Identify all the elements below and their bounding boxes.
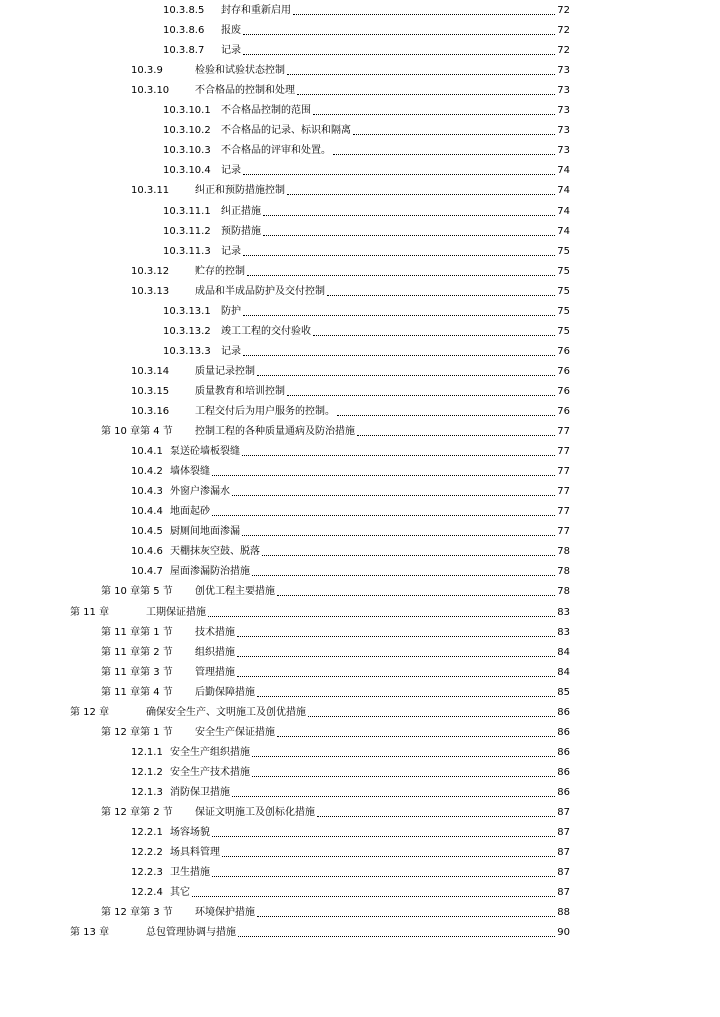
toc-entry-number: 10.3.11.3 [163, 245, 211, 257]
toc-entry-number: 第 12 章第 1 节 [101, 726, 173, 738]
dot-leader [257, 695, 555, 697]
toc-entry-number: 第 11 章第 3 节 [101, 666, 173, 678]
toc-entry-title: 安全生产组织措施 [170, 746, 250, 758]
toc-entry-number: 10.3.11.1 [163, 205, 211, 217]
dot-leader [327, 294, 555, 296]
toc-entry-number: 10.3.8.7 [163, 45, 205, 57]
toc-entry-page-number: 73 [557, 105, 570, 117]
toc-entry-title: 记录 [221, 165, 241, 177]
toc-entry-title: 消防保卫措施 [170, 786, 230, 798]
toc-entry[interactable] [131, 483, 570, 499]
toc-entry-title: 记录 [221, 45, 241, 57]
dot-leader [287, 73, 555, 75]
toc-entry-title: 安全生产保证措施 [195, 726, 275, 738]
toc-entry-title: 记录 [221, 345, 241, 357]
dot-leader [337, 414, 555, 416]
toc-entry-number: 10.4.7 [131, 566, 163, 578]
toc-entry[interactable] [101, 724, 570, 740]
toc-entry-title: 屋面渗漏防治措施 [170, 566, 250, 578]
toc-entry[interactable] [131, 62, 570, 78]
toc-entry[interactable] [163, 343, 570, 359]
toc-entry-number: 10.3.10.1 [163, 105, 211, 117]
dot-leader [317, 815, 555, 817]
toc-entry-title: 不合格品控制的范围 [221, 105, 311, 117]
toc-entry[interactable] [163, 122, 570, 138]
toc-entry-number: 10.3.16 [131, 406, 170, 417]
dot-leader [242, 454, 555, 456]
dot-leader [297, 93, 555, 95]
toc-entry-page-number: 76 [557, 365, 570, 377]
toc-entry[interactable] [131, 82, 570, 98]
toc-entry[interactable] [163, 243, 570, 259]
toc-entry-title: 保证文明施工及创标化措施 [195, 807, 315, 818]
toc-entry-page-number: 86 [557, 746, 570, 758]
toc-entry[interactable] [163, 102, 570, 118]
dot-leader [353, 133, 555, 135]
toc-entry-number: 第 11 章第 1 节 [101, 626, 173, 638]
toc-entry-title: 地面起砂 [170, 506, 210, 518]
toc-entry-title: 不合格品的记录、标识和隔离 [221, 125, 351, 137]
dot-leader [277, 735, 555, 737]
toc-entry-page-number: 73 [557, 65, 570, 77]
toc-entry-number: 10.3.11 [131, 185, 170, 197]
dot-leader [243, 314, 555, 316]
toc-entry-title: 天棚抹灰空鼓、脱落 [170, 546, 260, 558]
dot-leader [257, 915, 555, 917]
toc-entry[interactable] [163, 223, 570, 239]
toc-entry-number: 10.4.5 [131, 526, 163, 538]
toc-entry-title: 卫生措施 [170, 867, 210, 879]
toc-entry-number: 第 10 章第 4 节 [101, 426, 173, 438]
dot-leader [262, 554, 555, 556]
toc-entry-number: 10.3.13 [131, 285, 170, 297]
toc-entry-title: 泵送砼墙板裂缝 [170, 446, 240, 458]
toc-entry-number: 10.4.1 [131, 446, 163, 458]
dot-leader [313, 113, 555, 115]
toc-entry-number: 10.3.11.2 [163, 225, 211, 237]
toc-entry-page-number: 76 [557, 406, 570, 417]
toc-entry-title: 纠正措施 [221, 205, 261, 217]
toc-entry-number: 10.3.13.1 [163, 305, 211, 317]
toc-entry-title: 控制工程的各种质量通病及防治措施 [195, 426, 355, 438]
toc-entry-number: 10.3.14 [131, 365, 170, 377]
toc-entry-page-number: 76 [557, 345, 570, 357]
toc-entry-page-number: 77 [557, 466, 570, 478]
toc-entry[interactable] [131, 503, 570, 519]
dot-leader [263, 214, 555, 216]
toc-entry[interactable] [131, 383, 570, 399]
dot-leader [232, 494, 555, 496]
toc-entry-number: 10.3.8.6 [163, 25, 205, 37]
toc-entry-page-number: 87 [557, 807, 570, 818]
toc-entry-title: 预防措施 [221, 225, 261, 237]
toc-entry-title: 成品和半成品防护及交付控制 [195, 285, 325, 297]
toc-entry-number: 10.3.8.5 [163, 5, 205, 16]
toc-entry[interactable] [101, 904, 570, 920]
toc-entry-page-number: 75 [557, 305, 570, 317]
dot-leader [293, 13, 555, 15]
toc-entry[interactable] [163, 42, 570, 58]
toc-entry[interactable] [163, 162, 570, 178]
dot-leader [243, 33, 555, 35]
toc-entry-number: 第 12 章第 2 节 [101, 807, 173, 818]
dot-leader [357, 434, 555, 436]
dot-leader [252, 755, 555, 757]
toc-entry-page-number: 87 [557, 887, 570, 899]
toc-entry-number: 12.1.2 [131, 766, 163, 778]
toc-entry-page-number: 83 [557, 606, 570, 618]
toc-entry-page-number: 83 [557, 626, 570, 638]
toc-entry[interactable] [131, 563, 570, 579]
dot-leader [277, 594, 555, 596]
toc-entry-page-number: 87 [557, 867, 570, 879]
toc-entry[interactable] [101, 644, 570, 660]
toc-entry-number: 第 13 章 [70, 927, 110, 939]
dot-leader [287, 193, 555, 195]
toc-entry[interactable] [131, 403, 570, 419]
toc-entry-title: 场具料管理 [170, 847, 220, 859]
toc-entry-page-number: 75 [557, 245, 570, 257]
toc-entry[interactable] [70, 924, 570, 940]
toc-entry-title: 外窗户渗漏水 [170, 486, 230, 498]
toc-entry-title: 竣工工程的交付验收 [221, 325, 311, 337]
toc-entry-title: 贮存的控制 [195, 265, 245, 277]
dot-leader [237, 635, 555, 637]
toc-entry-number: 10.4.6 [131, 546, 163, 558]
toc-entry-page-number: 75 [557, 285, 570, 297]
dot-leader [237, 675, 555, 677]
toc-entry-page-number: 73 [557, 125, 570, 137]
toc-entry[interactable] [131, 182, 570, 198]
toc-entry-number: 10.3.10 [131, 85, 170, 97]
toc-entry-number: 10.3.10.4 [163, 165, 211, 177]
dot-leader [287, 394, 555, 396]
toc-entry[interactable] [70, 704, 570, 720]
toc-entry-title: 组织措施 [195, 646, 235, 658]
dot-leader [243, 254, 555, 256]
toc-entry[interactable] [131, 864, 570, 880]
dot-leader [252, 574, 555, 576]
toc-entry-page-number: 84 [557, 646, 570, 658]
dot-leader [247, 274, 555, 276]
toc-entry-title: 纠正和预防措施控制 [195, 185, 285, 197]
toc-entry-title: 检验和试验状态控制 [195, 65, 285, 77]
dot-leader [212, 474, 555, 476]
toc-entry-page-number: 74 [557, 225, 570, 237]
toc-entry[interactable] [101, 624, 570, 640]
toc-entry[interactable] [131, 764, 570, 780]
toc-entry-number: 第 12 章 [70, 706, 110, 718]
toc-entry-page-number: 90 [557, 927, 570, 939]
toc-entry-title: 场容场貌 [170, 827, 210, 839]
toc-entry-page-number: 72 [557, 25, 570, 37]
toc-entry-number: 12.2.2 [131, 847, 163, 859]
toc-entry[interactable] [131, 363, 570, 379]
toc-entry[interactable] [163, 303, 570, 319]
toc-entry[interactable] [70, 604, 570, 620]
toc-entry-page-number: 78 [557, 586, 570, 598]
toc-entry-page-number: 85 [557, 686, 570, 698]
dot-leader [222, 855, 555, 857]
dot-leader [252, 775, 555, 777]
dot-leader [232, 795, 555, 797]
toc-entry-number: 10.3.13.2 [163, 325, 211, 337]
dot-leader [212, 835, 555, 837]
toc-entry-page-number: 74 [557, 165, 570, 177]
toc-entry-title: 不合格品的评审和处置。 [221, 145, 331, 157]
toc-entry-title: 安全生产技术措施 [170, 766, 250, 778]
toc-entry-title: 记录 [221, 245, 241, 257]
toc-entry-number: 10.3.9 [131, 65, 163, 77]
toc-entry-title: 质量教育和培训控制 [195, 385, 285, 397]
toc-entry-title: 创优工程主要措施 [195, 586, 275, 598]
dot-leader [237, 655, 555, 657]
toc-entry-page-number: 86 [557, 726, 570, 738]
dot-leader [257, 374, 555, 376]
toc-entry-title: 防护 [221, 305, 241, 317]
toc-entry-number: 10.4.2 [131, 466, 163, 478]
toc-entry-title: 环境保护措施 [195, 907, 255, 919]
toc-entry[interactable] [163, 142, 570, 158]
toc-entry-number: 第 12 章第 3 节 [101, 907, 173, 919]
dot-leader [242, 534, 555, 536]
toc-entry-page-number: 86 [557, 706, 570, 718]
toc-entry[interactable] [131, 844, 570, 860]
toc-entry-title: 工程交付后为用户服务的控制。 [195, 406, 335, 417]
toc-entry-title: 不合格品的控制和处理 [195, 85, 295, 97]
toc-entry-title: 报废 [221, 25, 241, 37]
toc-entry-number: 10.3.10.2 [163, 125, 211, 137]
dot-leader [243, 354, 555, 356]
toc-entry-number: 第 11 章第 4 节 [101, 686, 173, 698]
toc-entry-page-number: 74 [557, 185, 570, 197]
dot-leader [333, 153, 555, 155]
toc-entry-title: 工期保证措施 [146, 606, 206, 618]
toc-entry-page-number: 88 [557, 907, 570, 919]
toc-entry[interactable] [131, 543, 570, 559]
toc-entry-page-number: 75 [557, 325, 570, 337]
toc-entry-number: 12.1.1 [131, 746, 163, 758]
toc-entry-page-number: 77 [557, 526, 570, 538]
toc-entry[interactable] [101, 804, 570, 820]
toc-entry[interactable] [131, 443, 570, 459]
toc-entry-number: 12.2.4 [131, 887, 163, 899]
dot-leader [208, 615, 555, 617]
toc-entry[interactable] [131, 784, 570, 800]
toc-entry-page-number: 72 [557, 5, 570, 16]
toc-entry[interactable] [101, 664, 570, 680]
toc-entry-page-number: 77 [557, 446, 570, 458]
toc-entry-number: 第 11 章 [70, 606, 110, 618]
toc-entry-title: 后勤保障措施 [195, 686, 255, 698]
toc-entry-page-number: 77 [557, 506, 570, 518]
toc-entry[interactable] [131, 744, 570, 760]
toc-entry-page-number: 86 [557, 766, 570, 778]
toc-entry[interactable] [163, 2, 570, 18]
toc-entry[interactable] [101, 684, 570, 700]
toc-entry-title: 技术措施 [195, 626, 235, 638]
dot-leader [308, 715, 555, 717]
dot-leader [313, 334, 555, 336]
toc-entry[interactable] [163, 323, 570, 339]
toc-entry-title: 封存和重新启用 [221, 5, 291, 16]
dot-leader [212, 875, 555, 877]
toc-entry-title: 管理措施 [195, 666, 235, 678]
toc-entry-title: 质量记录控制 [195, 365, 255, 377]
toc-entry-title: 厨厕间地面渗漏 [170, 526, 240, 538]
toc-entry[interactable] [131, 463, 570, 479]
toc-entry-number: 10.3.12 [131, 265, 170, 277]
toc-entry[interactable] [131, 263, 570, 279]
toc-entry[interactable] [163, 22, 570, 38]
toc-entry-number: 第 10 章第 5 节 [101, 586, 173, 598]
toc-entry-title: 确保安全生产、文明施工及创优措施 [146, 706, 306, 718]
toc-entry-page-number: 75 [557, 265, 570, 277]
toc-entry-page-number: 74 [557, 205, 570, 217]
toc-entry-title: 其它 [170, 887, 190, 899]
toc-entry-title: 墙体裂缝 [170, 466, 210, 478]
toc-entry-number: 12.2.1 [131, 827, 163, 839]
toc-entry-page-number: 87 [557, 847, 570, 859]
toc-entry[interactable] [131, 824, 570, 840]
toc-entry-page-number: 77 [557, 426, 570, 438]
dot-leader [192, 895, 555, 897]
dot-leader [243, 173, 555, 175]
toc-entry-page-number: 77 [557, 486, 570, 498]
dot-leader [212, 514, 555, 516]
toc-entry-page-number: 72 [557, 45, 570, 57]
toc-entry-number: 10.4.4 [131, 506, 163, 518]
dot-leader [263, 234, 555, 236]
toc-entry[interactable] [163, 203, 570, 219]
toc-entry[interactable] [101, 423, 570, 439]
toc-entry[interactable] [101, 583, 570, 599]
toc-entry-page-number: 78 [557, 546, 570, 558]
toc-entry-page-number: 84 [557, 666, 570, 678]
dot-leader [238, 935, 555, 937]
toc-entry-title: 总包管理协调与措施 [146, 927, 236, 939]
toc-entry-page-number: 73 [557, 145, 570, 157]
dot-leader [243, 53, 555, 55]
toc-entry[interactable] [131, 283, 570, 299]
toc-entry-number: 12.1.3 [131, 786, 163, 798]
toc-entry-page-number: 86 [557, 786, 570, 798]
toc-entry-page-number: 76 [557, 385, 570, 397]
toc-entry[interactable] [131, 523, 570, 539]
toc-entry[interactable] [131, 884, 570, 900]
toc-entry-number: 10.3.13.3 [163, 345, 211, 357]
toc-entry-number: 10.3.10.3 [163, 145, 211, 157]
toc-entry-number: 10.3.15 [131, 385, 170, 397]
toc-entry-page-number: 73 [557, 85, 570, 97]
toc-entry-page-number: 87 [557, 827, 570, 839]
toc-entry-number: 10.4.3 [131, 486, 163, 498]
toc-entry-number: 第 11 章第 2 节 [101, 646, 173, 658]
toc-entry-page-number: 78 [557, 566, 570, 578]
toc-entry-number: 12.2.3 [131, 867, 163, 879]
